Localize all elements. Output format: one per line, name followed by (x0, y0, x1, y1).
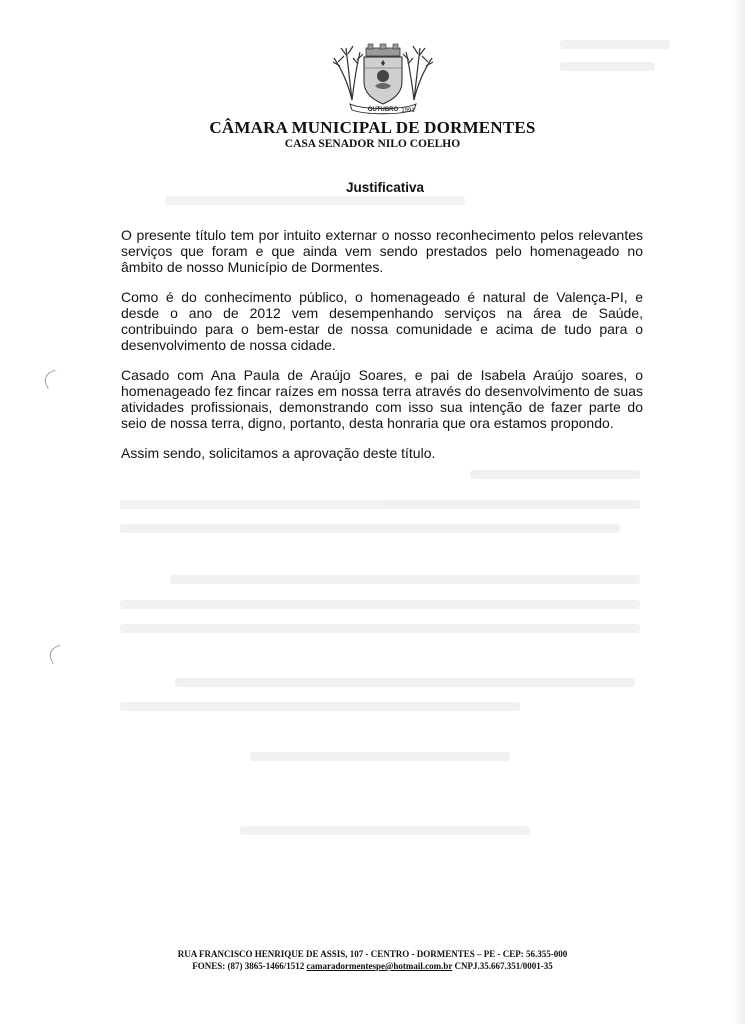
body-paragraph: O presente título tem por intuito externar o nosso reconhecimento pelos relevantes serviços que foram e que ainda vem sendo prestados pelo homenageado no âmbito de nosso Município de Dormentes. (121, 227, 643, 275)
organization-subtitle: CASA SENADOR NILO COELHO (284, 138, 461, 150)
footer-phones: FONES: (87) 3865-1466/1512 (192, 961, 305, 971)
municipal-crest-icon (328, 38, 438, 116)
organization-title: CÂMARA MUNICIPAL DE DORMENTES (209, 118, 536, 137)
footer-cnpj: CNPJ.35.667.351/0001-35 (454, 961, 553, 971)
crest-year-text: 1991 (401, 108, 415, 114)
body-paragraph: Assim sendo, solicitamos a aprovação deste título. (121, 445, 436, 461)
document-body (121, 227, 643, 475)
punch-hole-mark (47, 645, 67, 665)
document-heading: Justificativa (345, 180, 425, 195)
body-paragraph: Casado com Ana Paula de Araújo Soares, e pai de Isabela Araújo soares, o homenageado fez fincar raízes em nossa terra através do desenvolvimento de suas atividades profissionais, demonstrando com isso sua intenção de fazer parte do seio de nossa terra, digno, portanto, desta honraria que ora estamos propondo. (121, 367, 643, 431)
footer-contact (0, 961, 745, 971)
footer-email-link[interactable]: camaradormentespe@hotmail.com.br (306, 961, 453, 971)
page-edge-shadow (731, 0, 745, 1024)
body-paragraph: Como é do conhecimento público, o homenageado é natural de Valença-PI, e desde o ano de 2012 vem desempenhando serviços na área de Saúde, contribuindo para o bem-estar de nossa comunidade e acima de tudo para o desenvolvimento de nossa cidade. (121, 289, 643, 353)
punch-hole-mark (42, 370, 62, 390)
crest-ribbon-text: OUTUBRO (367, 107, 399, 113)
footer-address: RUA FRANCISCO HENRIQUE DE ASSIS, 107 - CENTRO - DORMENTES – PE - CEP: 56.355-000 (177, 949, 568, 959)
